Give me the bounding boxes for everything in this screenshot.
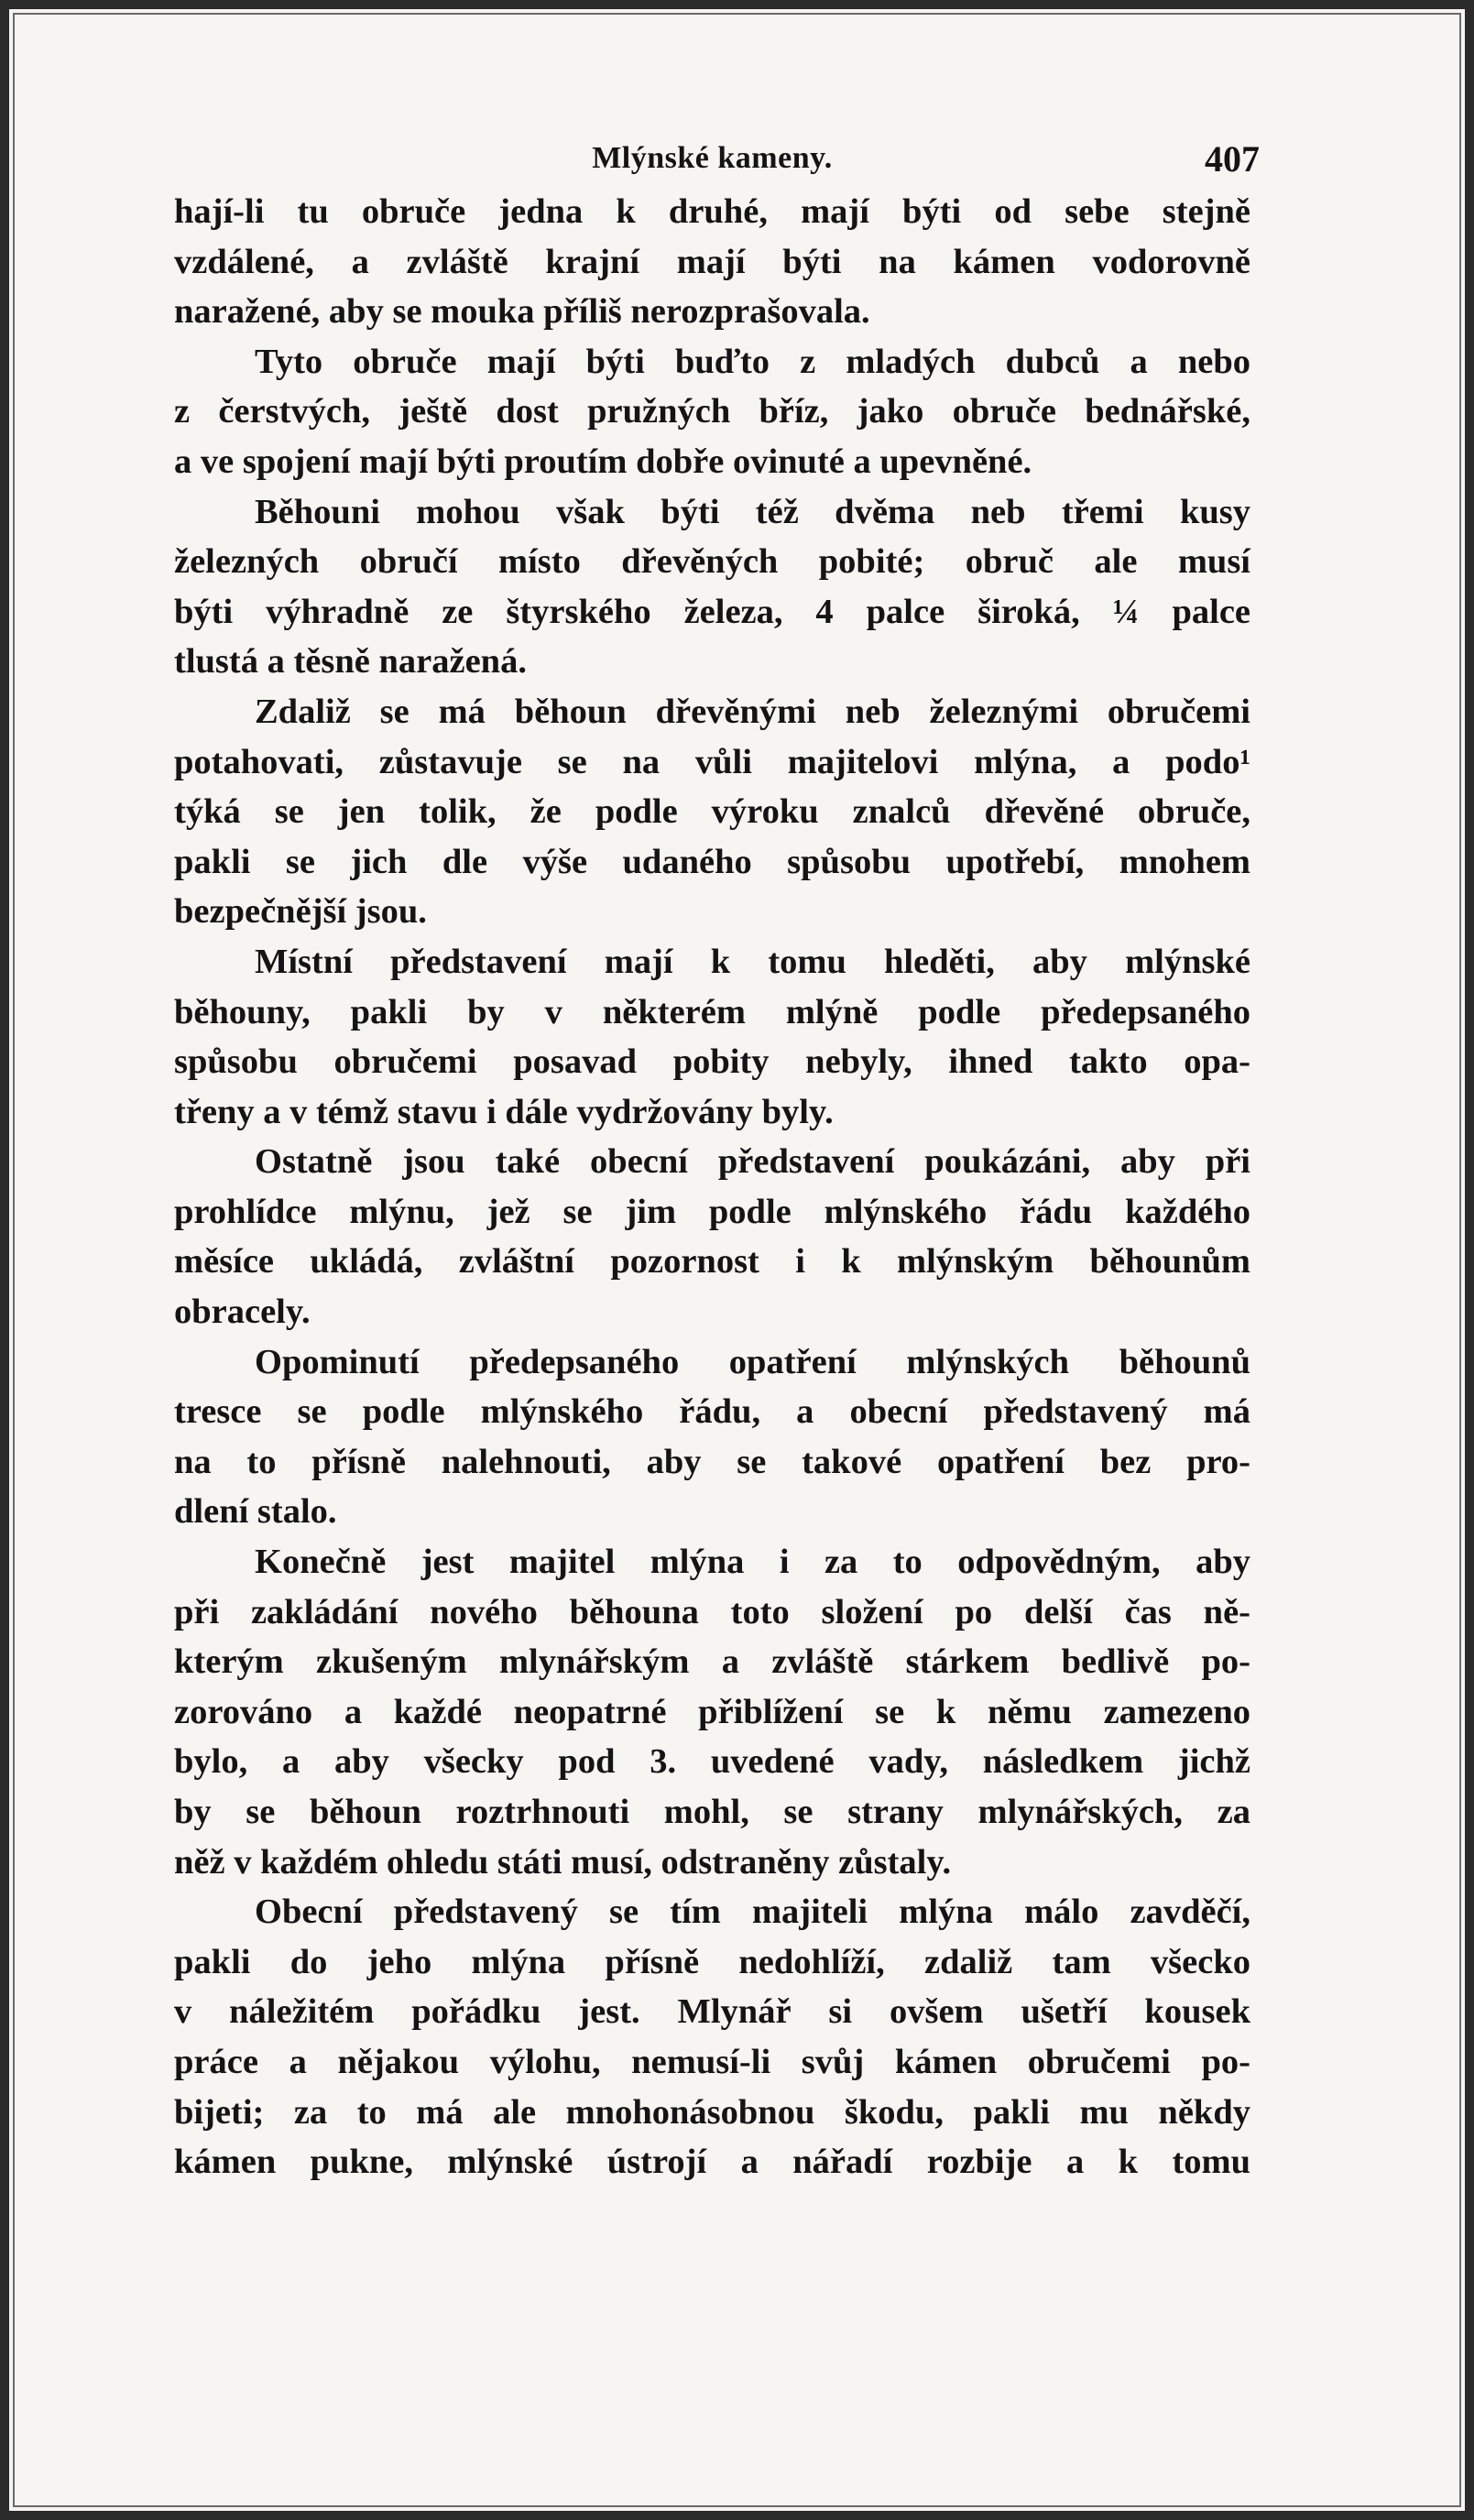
text-line: vzdálené, a zvláště krajní mají býti na kámen vodorovně [174, 242, 1250, 281]
text-line: pakli se jich dle výše udaného spůsobu upotřebí, mnohem [174, 842, 1250, 881]
text-line: tresce se podle mlýnského řádu, a obecní představený má [174, 1392, 1250, 1432]
scan-edge-top [0, 0, 1474, 9]
text-line: Opominutí předepsaného opatření mlýnských běhounů [255, 1342, 1250, 1381]
paragraph [174, 687, 1250, 937]
paragraph [174, 1137, 1250, 1336]
scan-edge-left [0, 0, 9, 2520]
text-line: prohlídce mlýnu, jež se jim podle mlýnského řádu každého [174, 1192, 1250, 1231]
text-line: Zdaliž se má běhoun dřevěnými neb železnými obručemi [255, 692, 1250, 731]
scan-edge-bottom [0, 2511, 1474, 2520]
book-page [174, 137, 1260, 2187]
body-text [174, 187, 1250, 2187]
running-title: Mlýnské kameny. [592, 141, 833, 175]
text-line: na to přísně nalehnouti, aby se takové opatření bez pro- [174, 1442, 1250, 1481]
paragraph [174, 337, 1250, 487]
text-line: Tyto obruče mají býti buďto z mladých dubců a nebo [255, 342, 1250, 381]
text-line: zorováno a každé neopatrné přiblížení se k němu zamezeno [174, 1692, 1250, 1731]
paragraph [174, 487, 1250, 687]
paragraph [174, 1537, 1250, 1887]
text-line: bezpečnější jsou. [174, 892, 427, 932]
text-line: bylo, a aby všecky pod 3. uvedené vady, následkem jichž [174, 1742, 1250, 1782]
text-line: dlení stalo. [174, 1492, 337, 1532]
text-line: spůsobu obručemi posavad pobity nebyly, ihned takto opa- [174, 1042, 1250, 1082]
text-line: při zakládání nového běhouna toto složení po delší čas ně- [174, 1592, 1250, 1631]
text-line: kámen pukne, mlýnské ústrojí a nářadí rozbije a k tomu [174, 2143, 1250, 2182]
text-line: obracely. [174, 1293, 311, 1332]
text-line: naražené, aby se mouka příliš nerozprašovala. [174, 292, 870, 332]
text-line: Obecní představený se tím majiteli mlýna málo zavděčí, [255, 1893, 1250, 1932]
text-line: býti výhradně ze štyrského železa, 4 palce široká, ¼ palce [174, 592, 1250, 631]
text-line: v náležitém pořádku jest. Mlynář si ovšem ušetří kousek [174, 1992, 1250, 2032]
text-line: třeny a v témž stavu i dále vydržovány byly. [174, 1092, 834, 1131]
text-line: týká se jen tolik, že podle výroku znalců dřevěné obruče, [174, 792, 1250, 832]
text-line: by se běhoun roztrhnouti mohl, se strany mlynářských, za [174, 1793, 1250, 1831]
paragraph [174, 187, 1250, 337]
running-head [174, 137, 1260, 187]
text-line: práce a nějakou výlohu, nemusí-li svůj kámen obručemi po- [174, 2042, 1250, 2081]
text-line: bijeti; za to má ale mnohonásobnou škodu, pakli mu někdy [174, 2092, 1250, 2132]
text-line: železných obručí místo dřevěných pobité; obruč ale musí [174, 542, 1250, 582]
text-line: pakli do jeho mlýna přísně nedohlíží, zdaliž tam všecko [174, 1942, 1250, 1981]
text-line: něž v každém ohledu státi musí, odstraněny zůstaly. [174, 1842, 952, 1882]
text-line: Konečně jest majitel mlýna i za to odpovědným, aby [255, 1543, 1250, 1582]
text-line: Místní představení mají k tomu hleděti, aby mlýnské [255, 942, 1250, 981]
page-number: 407 [1205, 138, 1260, 180]
text-line: hají-li tu obruče jedna k druhé, mají býti od sebe stejně [174, 192, 1250, 231]
text-line: Ostatně jsou také obecní představení poukázáni, aby při [255, 1142, 1250, 1182]
text-line: potahovati, zůstavuje se na vůli majitelovi mlýna, a podo¹ [174, 742, 1250, 781]
text-line: a ve spojení mají býti proutím dobře ovinuté a upevněné. [174, 442, 1032, 481]
text-line: měsíce ukládá, zvláštní pozornost i k mlýnským běhounům [174, 1242, 1250, 1282]
paragraph [174, 937, 1250, 1137]
scan-edge-right [1465, 0, 1474, 2520]
paragraph [174, 1887, 1250, 2187]
text-line: kterým zkušeným mlynářským a zvláště stárkem bedlivě po- [174, 1642, 1250, 1682]
text-line: běhouny, pakli by v některém mlýně podle předepsaného [174, 992, 1250, 1031]
text-line: Běhouni mohou však býti též dvěma neb třemi kusy [255, 492, 1250, 531]
text-line: tlustá a těsně naražená. [174, 642, 527, 682]
text-line: z čerstvých, ještě dost pružných bříz, jako obruče bednářské, [174, 392, 1250, 431]
paragraph [174, 1337, 1250, 1537]
